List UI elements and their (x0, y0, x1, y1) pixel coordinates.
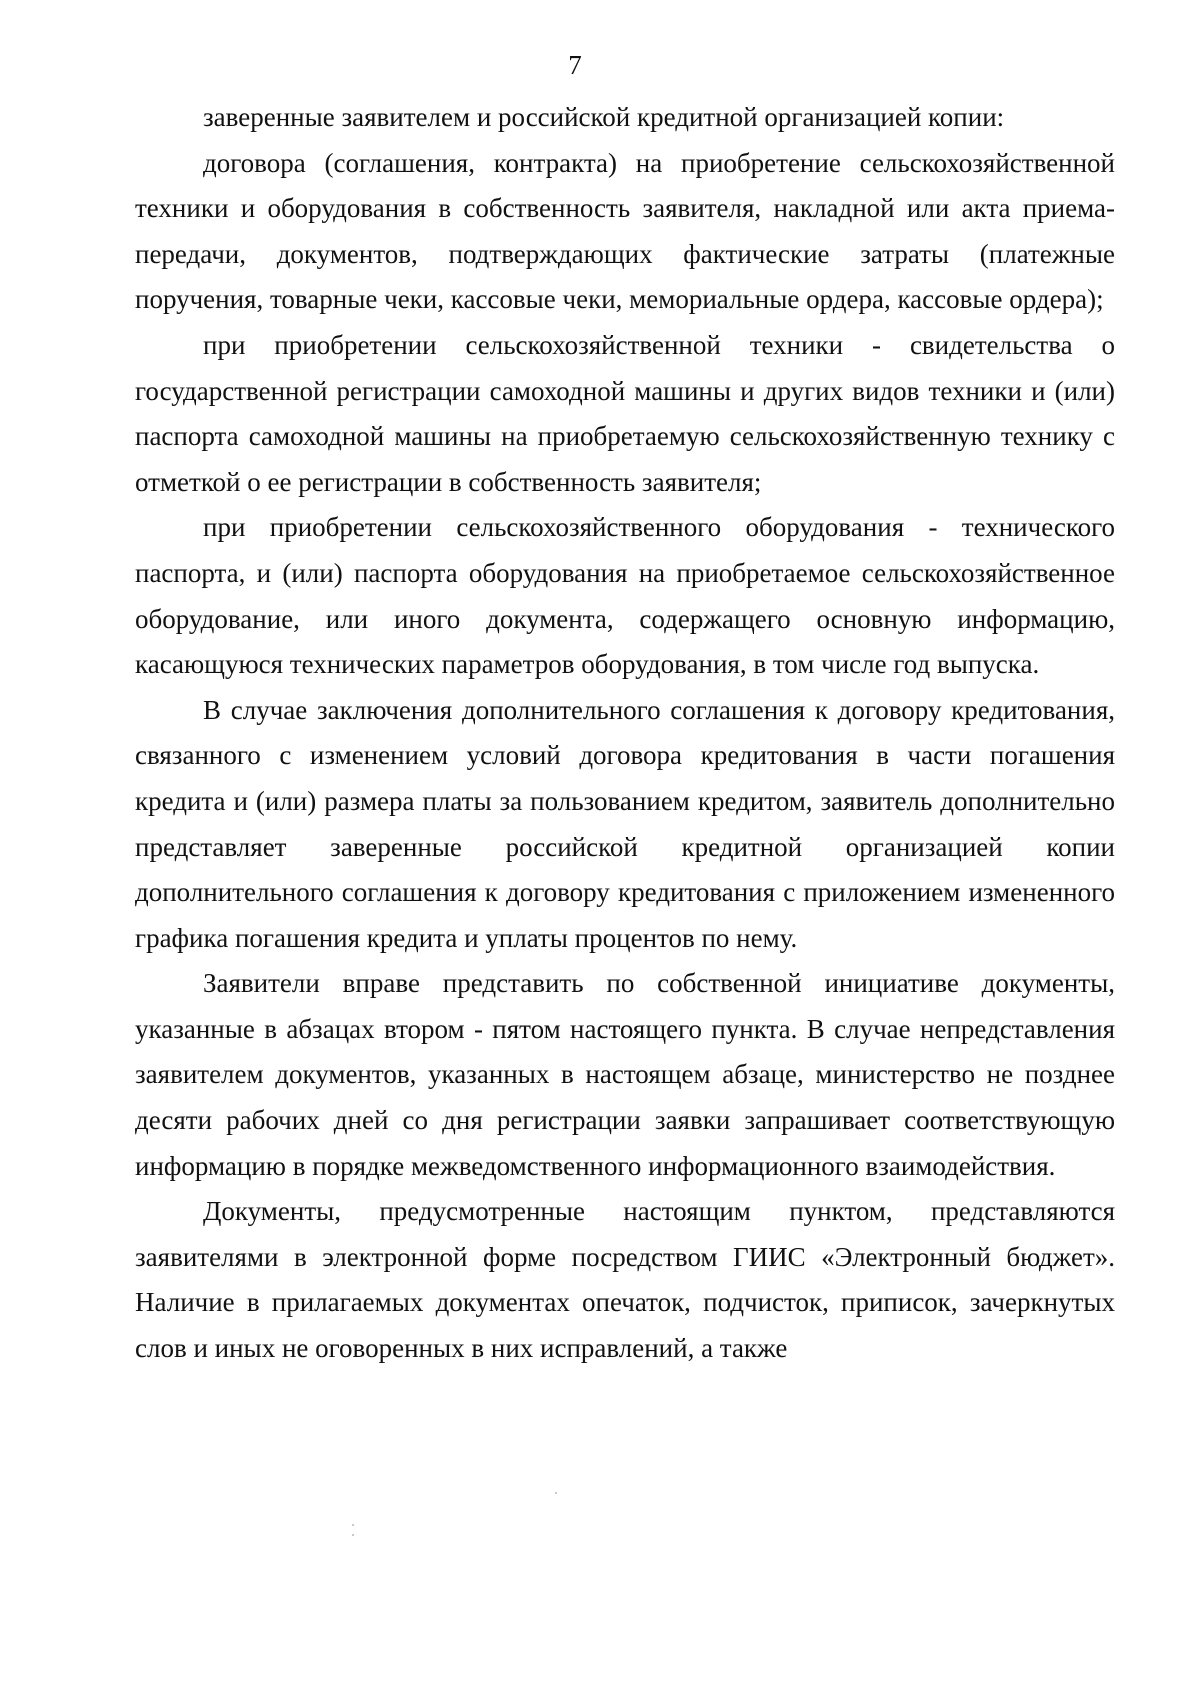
paragraph-equipment-passport: при приобретении сельскохозяйственного оборудования - технического паспорта, и (или) паспорта оборудования на приобретаемое сельскохозяйственное оборудование, или иного документа, содержащего основную информацию, касающуюся технических параметров оборудования, в том числе год выпуска. (135, 512, 1115, 680)
page-number: 7 (568, 50, 582, 80)
scan-speck (555, 1492, 557, 1494)
paragraph-electronic-submission: Документы, предусмотренные настоящим пунктом, представляются заявителями в электронной форме посредством ГИИС «Электронный бюджет». Наличие в прилагаемых документах опечаток, подчисток, приписок, зачеркнутых слов и иных не оговоренных в них исправлений, а также (135, 1196, 1115, 1364)
scan-speck (352, 1534, 354, 1536)
paragraph-contract-documents: договора (соглашения, контракта) на приобретение сельскохозяйственной техники и оборудования в собственность заявителя, накладной или акта приема-передачи, документов, подтверждающих фактические затраты (платежные поручения, товарные чеки, кассовые чеки, мемориальные ордера, кассовые ордера); (135, 147, 1115, 315)
paragraph-own-initiative: Заявители вправе представить по собственной инициативе документы, указанные в абзацах втором - пятом настоящего пункта. В случае непредставления заявителем документов, указанных в настоящем абзаце, министерство не позднее десяти рабочих дней со дня регистрации заявки запрашивает соответствующую информацию в порядке межведомственного информационного взаимодействия. (135, 968, 1115, 1181)
document-body (135, 95, 1115, 1372)
scan-speck (352, 1524, 354, 1526)
paragraph-additional-agreement: В случае заключения дополнительного соглашения к договору кредитования, связанного с изменением условий договора кредитования в части погашения кредита и (или) размера платы за пользованием кредитом, заявитель дополнительно представляет заверенные российской кредитной организацией копии дополнительного соглашения к договору кредитования с приложением измененного графика погашения кредита и уплаты процентов по нему. (135, 694, 1115, 953)
paragraph-machinery-registration: при приобретении сельскохозяйственной техники - свидетельства о государственной регистрации самоходной машины и других видов техники и (или) паспорта самоходной машины на приобретаемую сельскохозяйственную технику с отметкой о ее регистрации в собственность заявителя; (135, 329, 1115, 497)
paragraph-certified-copies: заверенные заявителем и российской кредитной организацией копии: (203, 102, 1005, 132)
